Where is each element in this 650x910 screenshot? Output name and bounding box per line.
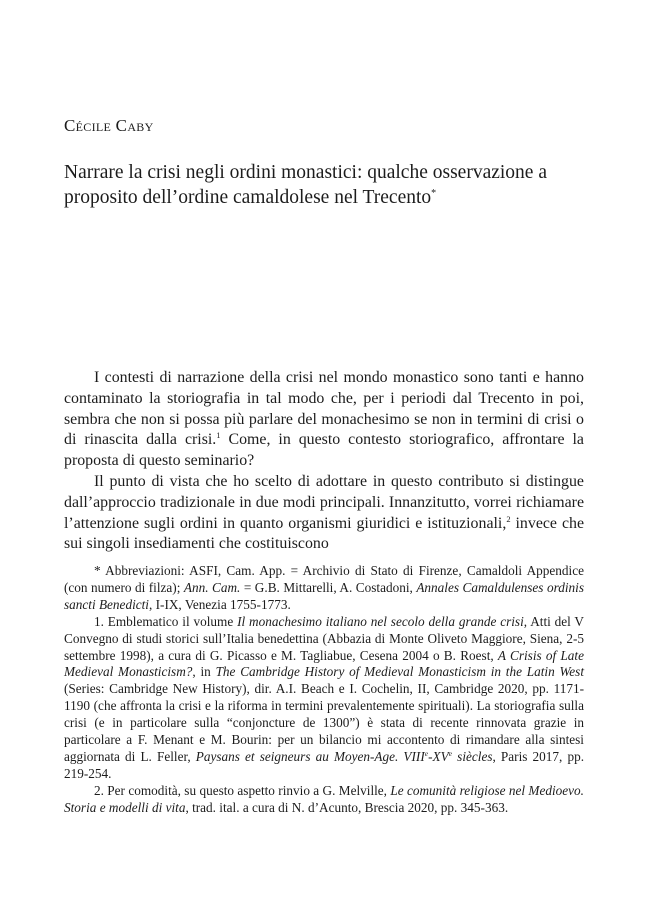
footnote-1	[64, 614, 584, 783]
title-footnote-mark: *	[431, 188, 437, 199]
article-title	[64, 160, 584, 210]
body-paragraph-2	[64, 472, 584, 555]
author-name: Cécile Caby	[64, 116, 154, 135]
note-text: 1. Emblematico il volume	[94, 613, 238, 629]
note-text: , in	[192, 664, 216, 680]
note-italic: Annales Camaldulenses ordinis sancti Benedicti	[64, 579, 585, 612]
body-text-span: Come, in questo contesto storiografico, affrontare la proposta di questo seminario?	[64, 431, 584, 470]
superscript-e: e	[424, 748, 429, 758]
footnote-ref-1: 1	[216, 430, 221, 441]
footnote-ref-2: 2	[506, 513, 511, 524]
note-text: * Abbreviazioni: ASFI, Cam. App. = Archivio di Stato di Firenze, Camaldoli Appendice (con numero di filza);	[64, 563, 584, 595]
footnote-star	[64, 563, 584, 614]
note-italic: The Cambridge History of Medieval Monasticism in the Latin West	[215, 664, 585, 680]
footnote-2	[64, 783, 584, 817]
footnotes	[64, 563, 584, 817]
body-text	[64, 368, 584, 555]
note-text: = G.B. Mittarelli, A. Costadoni,	[240, 579, 417, 595]
note-italic: A Crisis of Late Medieval Monasticism?	[64, 647, 584, 680]
note-text: , trad. ital. a cura di N. d’Acunto, Brescia 2020, pp. 345-363.	[185, 799, 509, 815]
note-italic-text: Paysans et seigneurs au Moyen-Age. VIII	[195, 748, 425, 764]
body-text-span: I contesti di narrazione della crisi nel mondo monastico sono tanti e hanno contaminato la storiografia in tal modo che, per i periodi dal Trecento in poi, sembra che non si possa più parlare del monachesimo se non in termini di crisi o di rinascita dalla crisi.	[64, 369, 584, 449]
note-text: 2. Per comodità, su questo aspetto rinvio a G. Melville,	[94, 782, 391, 798]
note-text: , Atti del V Convegno di studi storici sull’Italia benedettina (Abbazia di Monte Oliveto Maggiore, Siena, 2-5 settembre 1998), a cura di G. Picasso e M. Tagliabue, Cesena 2004 o B. Roest,	[64, 613, 585, 663]
superscript-e: e	[448, 748, 453, 758]
note-italic: Le comunità religiose nel Medioevo. Storia e modelli di vita	[64, 782, 584, 815]
article-title-text: Narrare la crisi negli ordini monastici: qualche osservazione a proposito dell’ordine camaldolese nel Trecento	[64, 162, 547, 208]
note-text: , I-IX, Venezia 1755-1773.	[149, 596, 291, 612]
body-text-span: invece che sui singoli insediamenti che costituiscono	[64, 514, 584, 553]
note-text: (Series: Cambridge New History), dir. A.I. Beach e I. Cochelin, II, Cambridge 2020, pp. 1171-1190 (che affronta la crisi e la riforma in termini prevalentemente spirituali). La storiografia sulla crisi (e in particolare sulla “conjoncture de 1300”) è stata di recente rinnovata grazie in particolare a F. Menant e M. Bourin: per un bilancio mi accontento di rimandare alla sintesi aggiornata di L. Feller,	[64, 681, 584, 764]
note-italic: Il monachesimo italiano nel secolo della grande crisi	[237, 613, 524, 629]
body-text-span: Il punto di vista che ho scelto di adottare in questo contributo si distingue dall’approccio tradizionale in due modi principali. Innanzitutto, vorrei richiamare l’attenzione sugli ordini in quanto organismi giuridici e istituzionali,	[64, 472, 584, 532]
note-text: , Paris 2017, pp. 219-254.	[64, 748, 585, 781]
note-italic-text: -XV	[428, 748, 449, 764]
body-paragraph-1	[64, 368, 584, 472]
note-italic	[196, 749, 493, 764]
note-italic: Ann. Cam.	[183, 579, 241, 595]
note-italic-text: siècles	[452, 748, 493, 764]
